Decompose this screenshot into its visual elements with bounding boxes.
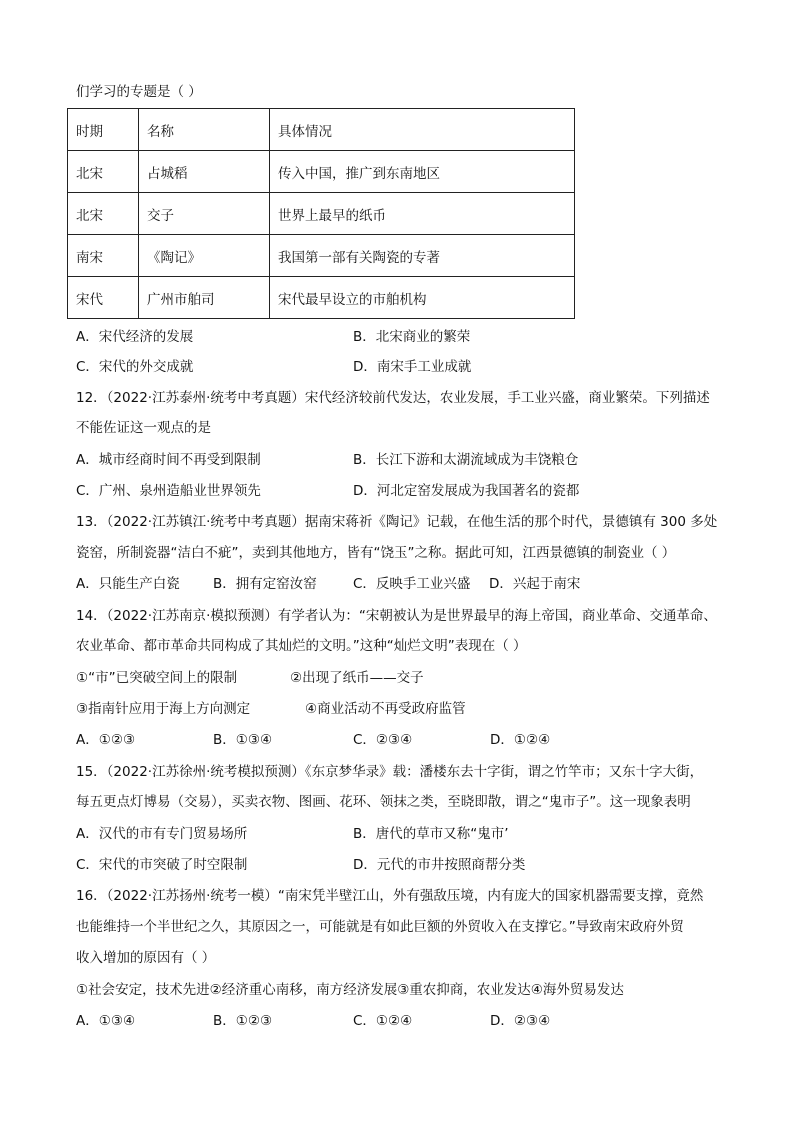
q14-option-c: C．②③④ [353, 732, 413, 748]
q14-option-b: B．①③④ [213, 732, 273, 748]
header-cell: 具体情况 [270, 109, 575, 151]
table-cell: 北宋 [68, 151, 139, 193]
q15-option-d: D．元代的市井按照商帮分类 [353, 857, 526, 873]
table-row [68, 235, 575, 277]
table-row [68, 193, 575, 235]
header-cell: 名称 [139, 109, 270, 151]
q16-option-a: A．①③④ [76, 1013, 136, 1029]
table-cell: 交子 [139, 193, 270, 235]
q12-stem-line: 12．（2022·江苏泰州·统考中考真题）宋代经济较前代发达，农业发展，手工业兴盛，商业繁荣。下列描述 [76, 390, 710, 406]
q16-stem-line: ①社会安定，技术先进②经济重心南移，南方经济发展③重农抑商，农业发达④海外贸易发达 [76, 982, 624, 998]
q16-option-c: C．①②④ [353, 1013, 413, 1029]
q15-stem-line: 每五更点灯博易（交易），买卖衣物、图画、花环、领抹之类，至晓即散，谓之“鬼市子”。这一现象表明 [76, 794, 691, 810]
q11-option-c: C．宋代的外交成就 [76, 359, 194, 375]
q14-item-3: ③指南针应用于海上方向测定 [76, 701, 251, 717]
question-intro: 们学习的专题是（ ） [76, 84, 202, 100]
q11-option-a: A．宋代经济的发展 [76, 329, 194, 345]
q12-stem-line: 不能佐证这一观点的是 [76, 420, 211, 436]
q12-option-d: D．河北定窑发展成为我国著名的瓷都 [353, 483, 580, 499]
q14-stem-line: 14．（2022·江苏南京·模拟预测）有学者认为：“宋朝被认为是世界最早的海上帝国，商业革命、交通革命、 [76, 608, 717, 624]
q15-option-c: C．宋代的市突破了时空限制 [76, 857, 248, 873]
table-row [68, 151, 575, 193]
q15-option-a: A．汉代的市有专门贸易场所 [76, 826, 248, 842]
header-cell: 时期 [68, 109, 139, 151]
q13-stem-line: 瓷窑，所制瓷器“洁白不疵”，卖到其他地方，皆有“饶玉”之称。据此可知，江西景德镇的制瓷业（ ） [76, 545, 676, 561]
q15-option-b: B．唐代的草市又称“鬼市’ [353, 826, 509, 842]
q13-option-d: D．兴起于南宋 [489, 576, 581, 592]
q16-stem-line: 收入增加的原因有（ ） [76, 950, 216, 966]
table-header-row [68, 109, 575, 151]
q14-stem-line: 农业革命、都市革命共同构成了其灿烂的文明。”这种“灿烂文明”表现在（ ） [76, 638, 527, 654]
q12-option-c: C．广州、泉州造船业世界领先 [76, 483, 261, 499]
table-cell: 北宋 [68, 193, 139, 235]
table-cell: 宋代最早设立的市舶机构 [270, 277, 575, 319]
economy-table [67, 108, 575, 319]
q15-stem-line: 15．（2022·江苏徐州·统考模拟预测）《东京梦华录》载：潘楼东去十字街，谓之竹竿市；又东十字大街， [76, 764, 704, 780]
q16-stem-line: 也能维持一个半世纪之久，其原因之一，可能就是有如此巨额的外贸收入在支撑它。”导致南宋政府外贸 [76, 919, 684, 935]
q12-option-b: B．长江下游和太湖流域成为丰饶粮仓 [353, 452, 579, 468]
table-cell: 宋代 [68, 277, 139, 319]
table-cell: 世界上最早的纸币 [270, 193, 575, 235]
table-cell: 广州市舶司 [139, 277, 270, 319]
table-cell: 传入中国，推广到东南地区 [270, 151, 575, 193]
table-row [68, 277, 575, 319]
q14-item-4: ④商业活动不再受政府监管 [305, 701, 466, 717]
q16-option-d: D．②③④ [490, 1013, 551, 1029]
q16-stem-line: 16．（2022·江苏扬州·统考一模）“南宋凭半壁江山，外有强敌压境，内有庞大的国家机器需要支撑，竟然 [76, 888, 704, 904]
q16-option-b: B．①②③ [213, 1013, 273, 1029]
table-cell: 《陶记》 [139, 235, 270, 277]
q13-option-a: A．只能生产白瓷 [76, 576, 180, 592]
table-cell: 南宋 [68, 235, 139, 277]
q12-option-a: A．城市经商时间不再受到限制 [76, 452, 261, 468]
table-cell: 占城稻 [139, 151, 270, 193]
q13-option-c: C．反映手工业兴盛 [353, 576, 471, 592]
q14-item-2: ②出现了纸币——交子 [290, 670, 424, 686]
table-cell: 我国第一部有关陶瓷的专著 [270, 235, 575, 277]
q11-option-b: B．北宋商业的繁荣 [353, 329, 471, 345]
q14-option-a: A．①②③ [76, 732, 136, 748]
q14-item-1: ①“市”已突破空间上的限制 [76, 670, 238, 686]
q11-option-d: D．南宋手工业成就 [353, 359, 472, 375]
q13-option-b: B．拥有定窑汝窑 [213, 576, 317, 592]
q14-option-d: D．①②④ [490, 732, 551, 748]
q13-stem-line: 13．（2022·江苏镇江·统考中考真题）据南宋蒋祈《陶记》记载，在他生活的那个时代，景德镇有 300 多处 [76, 514, 718, 530]
